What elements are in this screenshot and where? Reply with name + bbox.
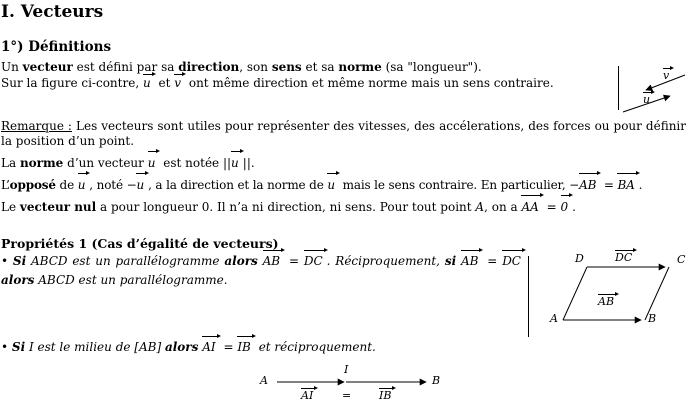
paragraph-remarque: Remarque : Les vecteurs sont utiles pour représenter des vitesses, des accélerations, des forces ou pour définir la position d’un point. [1,119,686,148]
paragraph-norme: La norme d’un vecteur u est notée ||u ||. [1,153,255,174]
bullet-parallelogram-property: • Si ABCD est un parallélogramme alors AB = DC . Réciproquement, si AB = DC alors ABCD est un parallélogramme. [1,254,521,287]
section-heading-proprietes: Propriétés 1 (Cas d’égalité de vecteurs) [1,236,279,251]
paragraph-definition-line1: Un vecteur est défini par sa direction, son sens et sa norme (sa "longueur"). [1,60,482,74]
vector-AI-label: AI [301,389,314,402]
point-A-label: A [260,374,268,387]
properties-divider-line [528,256,529,337]
point-C-label: C [677,253,686,266]
section-heading-definitions: 1°) Définitions [1,39,112,55]
midpoint-drawing [255,362,450,402]
point-D-label: D [575,252,584,265]
figure-opposite-vectors [610,56,687,118]
paragraph-vecteur-nul: Le vecteur nul a pour longueur 0. Il n’a ni direction, ni sens. Pour tout point A, on a AA = 0 . [1,197,576,218]
paragraph-oppose: L’opposé de u , noté −u , a la direction et la norme de u mais le sens contraire. En particulier, −AB = BA . [1,175,642,196]
point-B-label: B [432,374,441,387]
equals-sign: = [342,389,352,402]
bullet-midpoint-property: • Si I est le milieu de [AB] alors AI = IB et réciproquement. [1,338,376,357]
point-B-label: B [648,312,657,325]
vector-v-label: v [663,69,670,82]
figure-parallelogram [542,250,687,338]
vector-AB-label: AB [598,295,615,308]
point-A-label: A [550,312,558,325]
vector-DC-label: DC [615,251,633,264]
page-title: I. Vecteurs [1,2,104,22]
vector-IB-label: IB [379,389,392,402]
parallelogram-side-AD [563,267,587,320]
vector-u-label: u [643,93,651,106]
figure-midpoint-segment [255,362,450,402]
vectors-uv-drawing [610,56,687,118]
paragraph-definition-line2: Sur la figure ci-contre, u et v ont même direction et même norme mais un sens contraire. [1,76,554,90]
point-I-label: I [344,363,349,376]
